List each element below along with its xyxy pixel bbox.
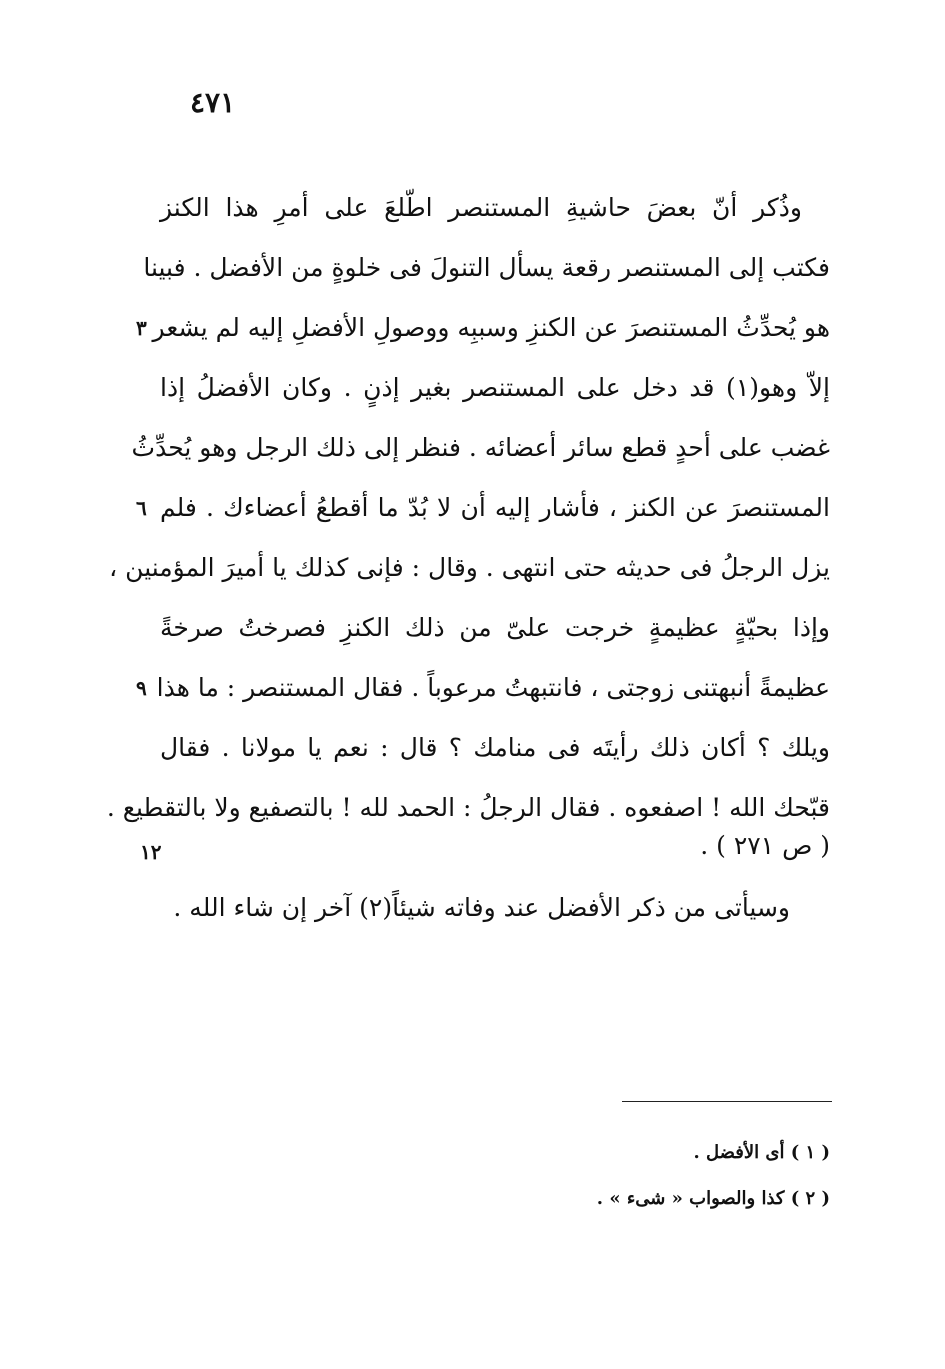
line-text: وذُكر أنّ بعضَ حاشيةِ المستنصر اطّلعَ على أمرِ هذا الكنز bbox=[160, 193, 802, 222]
text-line bbox=[136, 658, 830, 718]
page-number: ٤٧١ bbox=[190, 86, 236, 119]
text-line bbox=[136, 298, 830, 358]
line-number-marker: ٦ bbox=[136, 496, 147, 520]
text-line bbox=[160, 358, 830, 418]
line-text: وإذا بحيّةٍ عظيمةٍ خرجت علىّ من ذلك الكنزِ فصرختُ صرخةً bbox=[160, 613, 830, 642]
footnote-separator bbox=[622, 1101, 832, 1102]
text-line bbox=[109, 538, 830, 598]
line-text: قبّحك الله ! اصفعوه . فقال الرجلُ : الحمد لله ! بالتصفيع ولا بالتقطيع . bbox=[106, 793, 830, 822]
text-line bbox=[160, 718, 830, 778]
line-number-marker: ٩ bbox=[136, 676, 147, 700]
line-text: فكتب إلى المستنصر رقعة يسأل التنولَ فى خلوةٍ من الأفضل . فبينا bbox=[143, 253, 830, 282]
line-number-marker: ٣ bbox=[136, 316, 147, 340]
line-text: غضب على أحدٍ قطع سائر أعضائه . فنظر إلى ذلك الرجل وهو يُحدِّثُ bbox=[131, 433, 830, 462]
line-text: المستنصرَ عن الكنز ، فأشار إليه أن لا بُدّ ما أقطعُ أعضاءك . فلم bbox=[160, 493, 830, 522]
closing-paragraph bbox=[160, 878, 830, 938]
text-line bbox=[143, 238, 830, 298]
line-text: إلاّ وهو(١) قد دخل على المستنصر بغير إذنٍ . وكان الأفضلُ إذا bbox=[160, 373, 831, 402]
main-text bbox=[106, 178, 831, 838]
text-line bbox=[131, 418, 830, 478]
line-text: هو يُحدِّثُ المستنصرَ عن الكنزِ وسببِه ووصولِ الأفضلِ إليه لم يشعر bbox=[152, 313, 830, 342]
footnote: ( ١ ) أى الأفضل . bbox=[693, 1142, 830, 1163]
line-text: عظيمةً أنبهتنى زوجتى ، فانتبهتُ مرعوباً . فقال المستنصر : ما هذا bbox=[156, 673, 830, 702]
footnote: ( ٢ ) كذا والصواب « شىء » . bbox=[596, 1188, 830, 1209]
line-text: يزل الرجلُ فى حديثه حتى انتهى . وقال : فإنى كذلك يا أميرَ المؤمنين ، bbox=[109, 553, 830, 582]
text-line bbox=[160, 598, 830, 658]
closing-text: وسيأتى من ذكر الأفضل عند وفاته شيئاً(٢) آخر إن شاء الله . bbox=[173, 893, 790, 922]
reference-line: ( ص ٢٧١ ) . bbox=[700, 831, 830, 860]
footnotes bbox=[500, 1130, 830, 1222]
text-line bbox=[136, 478, 830, 538]
line-text: ويلك ؟ أكان ذلك رأيتَه فى منامك ؟ قال : نعم يا مولانا . فقال bbox=[160, 733, 830, 762]
text-line bbox=[160, 178, 830, 238]
line-number-marker: ١٢ bbox=[140, 840, 162, 864]
